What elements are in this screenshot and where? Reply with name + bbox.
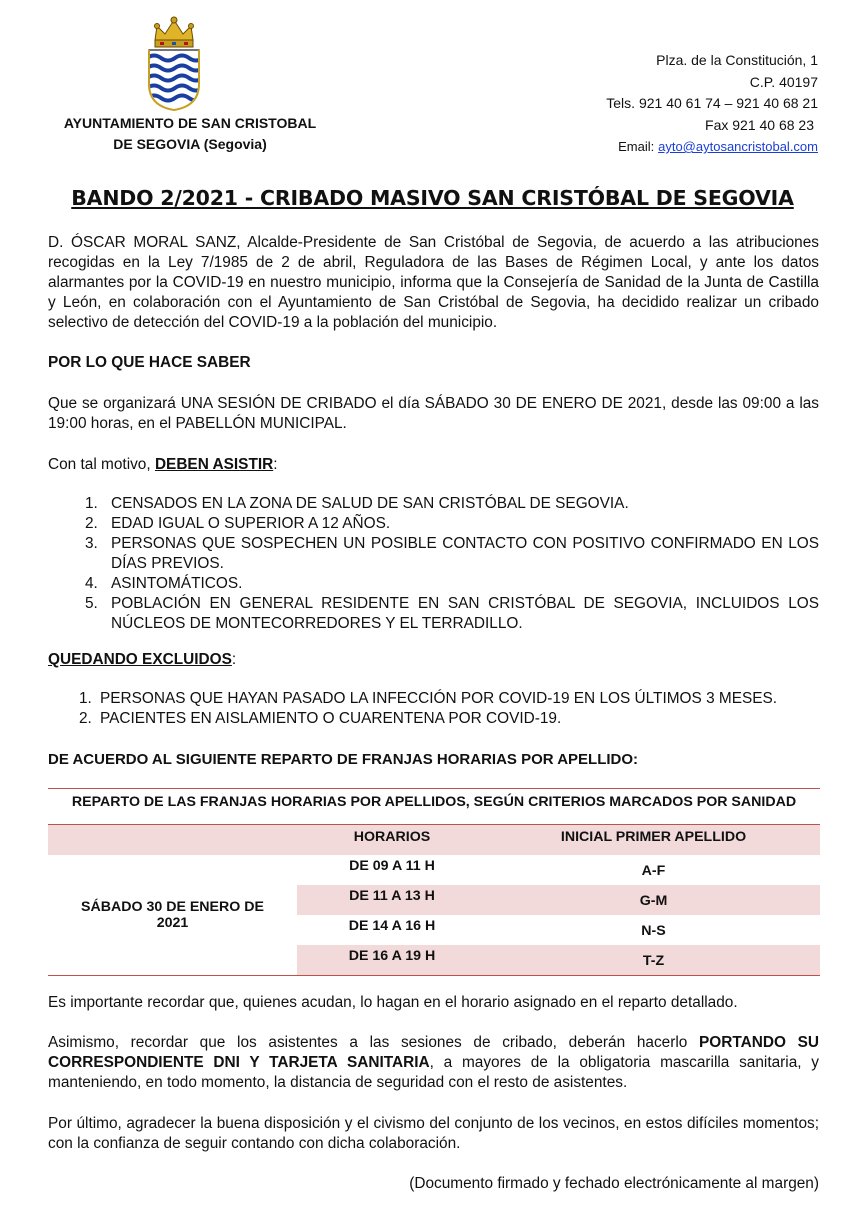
deben-asistir-label: DEBEN ASISTIR [154,456,274,473]
list-text: PERSONAS QUE SOSPECHEN UN POSIBLE CONTACTO CON POSITIVO CONFIRMADO EN LOS DÍAS PREVIOS. [111,535,819,572]
excluidos-list [79,689,820,729]
session-paragraph: Que se organizará UNA SESIÓN DE CRIBADO el día SÁBADO 30 DE ENERO DE 2021, desde las 09:00 a las 19:00 horas, en el PABELLÓN MUNICIPAL. [48,395,819,432]
horario-cell: DE 14 A 16 H [348,918,436,934]
day-cell: SÁBADO 30 DE ENERO DE 2021 [48,855,297,975]
excluidos-line [48,650,819,670]
list-number: 2. [79,710,92,727]
asimismo-paragraph [48,1033,819,1093]
table-caption: REPARTO DE LAS FRANJAS HORARIAS POR APELLIDOS, SEGÚN CRITERIOS MARCADOS POR SANIDAD [48,789,820,825]
asimismo-bold: PORTANDO SU CORRESPONDIENTE DNI Y TARJETA SANITARIA [48,1034,819,1071]
signature-note: (Documento firmado y fechado electrónicamente al margen) [409,1175,819,1192]
list-text: ASINTOMÁTICOS. [111,575,243,592]
list-item [85,594,819,634]
list-item [79,689,820,709]
horario-cell: DE 11 A 13 H [349,888,435,904]
list-item [79,709,820,729]
motivo-prefix: Con tal motivo, [48,456,155,473]
excluidos-suffix: : [231,651,237,668]
email-line [606,136,818,158]
email-link[interactable]: ayto@aytosancristobal.com [658,139,818,154]
list-text: CENSADOS EN LA ZONA DE SALUD DE SAN CRISTÓBAL DE SEGOVIA. [111,495,629,512]
list-text: EDAD IGUAL O SUPERIOR A 12 AÑOS. [111,515,391,532]
municipality-name [40,113,340,155]
list-number: 4. [85,575,98,592]
table-header-row [48,825,820,856]
asimismo-text-b: , a mayores de la obligatoria mascarilla sanitaria, y manteniendo, en todo momento, la distancia de seguridad con el resto de asistentes. [48,1054,820,1091]
inicial-cell: A-F [641,863,666,879]
motivo-line [48,455,819,475]
list-item [85,574,819,594]
motivo-suffix: : [273,456,278,473]
list-item [85,534,819,574]
col-horarios: HORARIOS [353,829,431,845]
schedule-table [48,788,820,976]
table-caption-row [48,789,820,825]
asistir-list [85,494,819,634]
list-text: PACIENTES EN AISLAMIENTO O CUARENTENA POR COVID-19. [100,710,562,727]
reparto-heading: DE ACUERDO AL SIGUIENTE REPARTO DE FRANJAS HORARIAS POR APELLIDO: [48,751,639,768]
list-number: 1. [85,495,98,512]
inicial-cell: N-S [641,923,666,939]
list-item [85,494,819,514]
list-number: 5. [85,595,98,612]
hace-saber-heading: POR LO QUE HACE SABER [48,354,251,371]
municipal-coat-of-arms-logo [143,14,205,112]
list-text: POBLACIÓN EN GENERAL RESIDENTE EN SAN CRISTÓBAL DE SEGOVIA, INCLUIDOS LOS NÚCLEOS DE MONTECORREDORES Y EL TERRADILLO. [111,595,819,632]
horario-cell: DE 09 A 11 H [349,858,435,874]
horario-cell: DE 16 A 19 H [297,945,487,975]
org-line-1: AYUNTAMIENTO DE SAN CRISTOBAL [63,115,317,131]
document-title: BANDO 2/2021 - CRIBADO MASIVO SAN CRISTÓBAL DE SEGOVIA [71,186,794,210]
email-label: Email: [618,139,655,154]
list-number: 2. [85,515,98,532]
asimismo-text-a: Asimismo, recordar que los asistentes a las sesiones de cribado, deberán hacerlo [48,1034,699,1051]
recordar-paragraph: Es importante recordar que, quienes acudan, lo hagan en el horario asignado en el reparto detallado. [48,994,738,1011]
contact-block [606,50,818,158]
excluidos-label: QUEDANDO EXCLUIDOS [48,651,232,668]
table-row [48,855,820,885]
list-item [85,514,819,534]
list-number: 3. [85,535,98,552]
inicial-cell: T-Z [487,945,820,975]
list-number: 1. [79,690,92,707]
fax-number: Fax 921 40 68 23 [705,116,814,133]
address-line: Plza. de la Constitución, 1 [656,52,818,68]
ultimo-paragraph: Por último, agradecer la buena disposición y el civismo del conjunto de los vecinos, en estos difíciles momentos; con la confianza de seguir contando con dicha colaboración. [48,1115,819,1152]
phone-numbers: Tels. 921 40 61 74 – 921 40 68 21 [606,95,818,111]
org-line-2: DE SEGOVIA (Segovia) [113,136,267,152]
list-text: PERSONAS QUE HAYAN PASADO LA INFECCIÓN POR COVID-19 EN LOS ÚLTIMOS 3 MESES. [100,690,778,707]
inicial-cell: G-M [639,893,668,909]
col-inicial: INICIAL PRIMER APELLIDO [560,829,747,845]
intro-paragraph: D. ÓSCAR MORAL SANZ, Alcalde-Presidente de San Cristóbal de Segovia, de acuerdo a las atribuciones recogidas en la Ley 7/1985 de 2 de abril, Reguladora de las Bases de Régimen Local, y ante los datos alarmantes por la COVID-19 en nuestro municipio, informa que la Consejería de Sanidad de la Junta de Castilla y León, en colaboración con el Ayuntamiento de San Cristóbal de Segovia, ha decidido realizar un cribado selectivo de detección del COVID-19 a la población del municipio. [48,234,819,331]
postal-code: C.P. 40197 [749,73,818,90]
